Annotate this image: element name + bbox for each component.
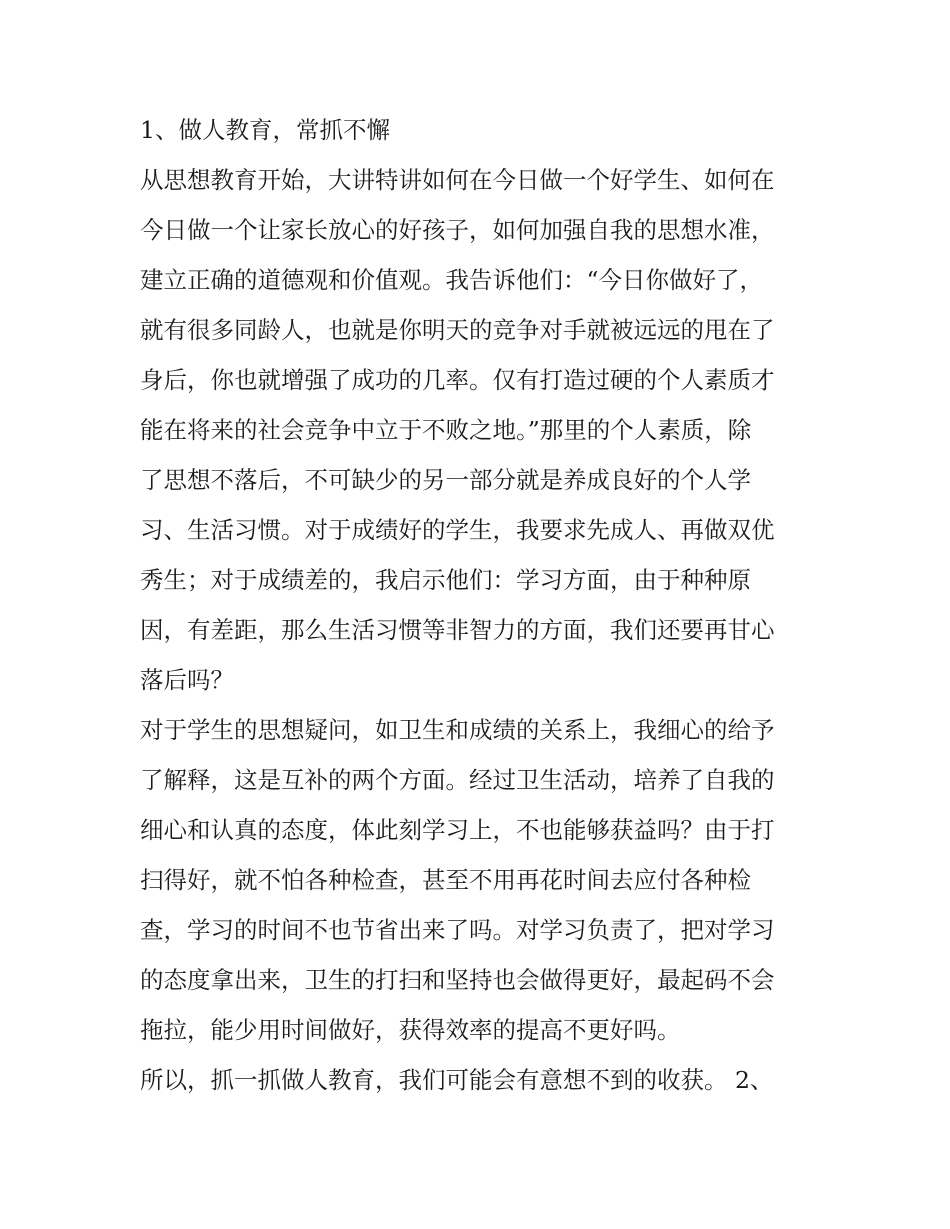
text-line: 落后吗？ (140, 666, 234, 694)
document-body (140, 113, 820, 1105)
text-line: 今日做一个让家长放心的好孩子，如何加强自我的思想水准， (140, 216, 775, 244)
paragraph-2 (140, 705, 820, 1055)
text-line: 能在将来的社会竞争中立于不败之地。”那里的个人素质，除 (140, 416, 752, 444)
text-line: 了思想不落后，不可缺少的另一部分就是养成良好的个人学 (140, 466, 751, 494)
text-line: 扫得好，就不怕各种检查，甚至不用再花时间去应付各种检 (140, 866, 751, 894)
text-line: 从思想教育开始，大讲特讲如何在今日做一个好学生、如何在 (140, 166, 775, 194)
text-line: 了解释，这是互补的两个方面。经过卫生活动，培养了自我的 (140, 766, 775, 794)
text-line: 对于学生的思想疑问，如卫生和成绩的关系上，我细心的给予 (140, 716, 775, 744)
text-line: 查，学习的时间不也节省出来了吗。对学习负责了，把对学习 (140, 916, 775, 944)
text-line: 所以，抓一抓做人教育，我们可能会有意想不到的收获。 2、 (140, 1066, 774, 1094)
text-line: 身后，你也就增强了成功的几率。仅有打造过硬的个人素质才 (140, 366, 775, 394)
text-line: 细心和认真的态度，体此刻学习上，不也能够获益吗？由于打 (140, 816, 775, 844)
text-line: 的态度拿出来，卫生的打扫和坚持也会做得更好，最起码不会 (140, 966, 775, 994)
paragraph-1 (140, 155, 820, 705)
text-line: 拖拉，能少用时间做好，获得效率的提高不更好吗。 (140, 1016, 681, 1044)
text-line: 就有很多同龄人，也就是你明天的竞争对手就被远远的甩在了 (140, 316, 775, 344)
text-line: 习、生活习惯。对于成绩好的学生，我要求先成人、再做双优 (140, 516, 775, 544)
section-heading: 1、做人教育，常抓不懈 (140, 116, 390, 144)
text-line: 因，有差距，那么生活习惯等非智力的方面，我们还要再甘心 (140, 616, 775, 644)
text-line: 建立正确的道德观和价值观。我告诉他们：“今日你做好了， (140, 266, 764, 294)
text-line: 秀生；对于成绩差的，我启示他们：学习方面，由于种种原 (140, 566, 751, 594)
paragraph-3 (140, 1055, 820, 1105)
